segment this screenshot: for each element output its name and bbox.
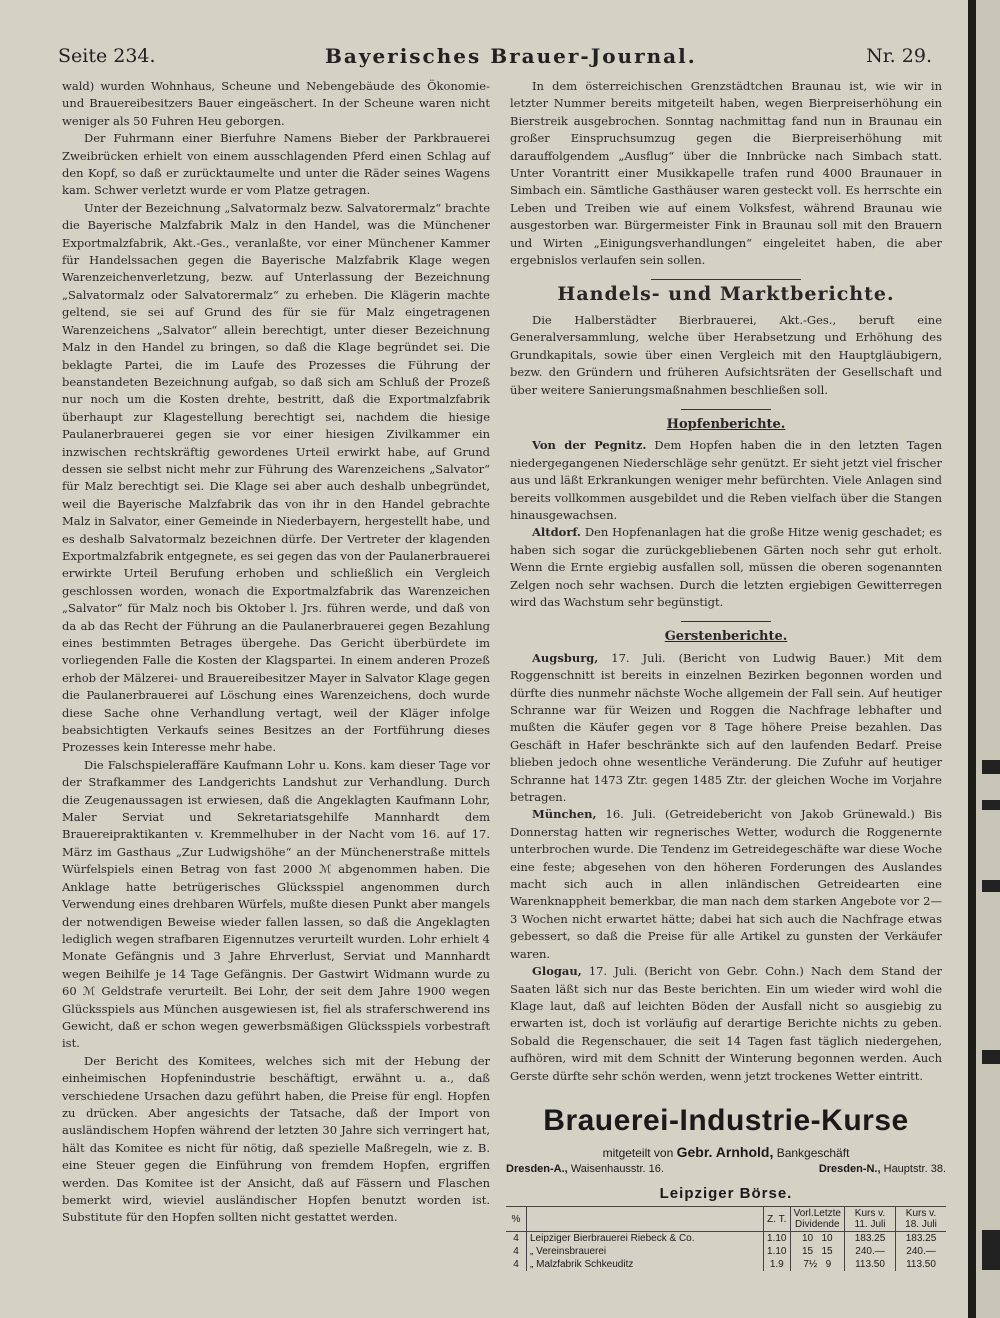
city: Dresden-N.,: [818, 1163, 881, 1175]
cell: [790, 1245, 844, 1258]
divider: [681, 621, 771, 622]
divider: [651, 279, 801, 280]
ad-address-line: [506, 1163, 946, 1175]
cell: 1.10: [764, 1232, 791, 1246]
edge-mark: [982, 1230, 1000, 1270]
cell: Leipziger Bierbrauerei Riebeck & Co.: [527, 1232, 764, 1246]
cell-letzte: 10: [821, 1233, 833, 1244]
next-page-strip: [976, 0, 1000, 1318]
report-item: [510, 437, 942, 524]
street: Waisenhausstr. 16.: [570, 1163, 664, 1175]
cell: 183.25: [896, 1232, 947, 1246]
cell: 183.25: [845, 1232, 896, 1246]
journal-title: Bayerisches Brauer-Journal.: [324, 44, 697, 68]
report-place: Altdorf.: [532, 525, 581, 540]
report-item: [510, 650, 942, 807]
kurse-table: [506, 1206, 946, 1271]
paragraph: In dem österreichischen Grenzstädtchen Braunau ist, wie wir in letzter Nummer bereits mitgeteilt haben, wegen Bierpreiserhöhung ein Bierstreik ausgebrochen. Sonntag nachmittag fand nun in Braunau ein großer Einspruchsumzug gegen die Bierpreiserhöhung mit darauffolgendem „Ausflug“ über die Innbrücke nach Simbach statt. Unter Vorantritt einer Musikkapelle trafen rund 4000 Braunauer in Simbach ein. Sämtliche Gasthäuser waren gesteckt voll. Es herrschte ein Leben und Treiben wie auf einem Volksfest, während Braunau wie ausgestorben war. Bürgermeister Fink in Braunau soll mit den Brauern und Wirten „Einigungsverhandlungen“ eingeleitet haben, die aber ergebnislos verlaufen sein sollen.: [510, 79, 942, 268]
cell: 113.50: [845, 1258, 896, 1271]
paragraph: wald) wurden Wohnhaus, Scheune und Nebengebäude des Ökonomie- und Brauereibesitzers Bauer eingeäschert. In der Scheune waren nicht weniger als 50 Fuhren Heu geborgen.: [62, 79, 490, 128]
page-header: [58, 40, 932, 72]
ad-mitgeteilt: mitgeteilt von: [602, 1146, 674, 1160]
cell: 4: [513, 1246, 519, 1257]
cell-vorl: 15: [801, 1246, 814, 1257]
edge-mark: [982, 800, 1000, 810]
report-text: Den Hopfenanlagen hat die große Hitze wenig geschadet; es haben sich sogar die zurückgebliebenen Gärten noch sehr gut erholt. Wenn die Ernte ergiebig ausfallen soll, müssen die oberen sogenannten Zelgen noch sehr wachsen. Durch die letzten ergiebigen Gewitterregen wird das Wachstum sehr begünstigt.: [510, 525, 942, 609]
col-dividende: [790, 1207, 844, 1232]
cell: 1.9: [764, 1258, 791, 1271]
advertisement-kurse: [506, 1104, 946, 1314]
col-letzte: Letzte: [813, 1208, 841, 1219]
ad-firm: Gebr. Arnhold,: [676, 1144, 774, 1160]
edge-mark: [982, 1050, 1000, 1064]
section-heading-handel: Handels- und Marktberichte.: [557, 283, 895, 306]
cell: 240.—: [896, 1245, 947, 1258]
city: Dresden-A.,: [506, 1163, 568, 1175]
edge-mark: [982, 880, 1000, 892]
edge-mark: [982, 760, 1000, 774]
cell: 240.—: [845, 1245, 896, 1258]
table-row: [506, 1258, 946, 1271]
table-row: [506, 1245, 946, 1258]
ad-title: Brauerei-Industrie-Kurse: [543, 1104, 909, 1137]
report-place: Augsburg,: [532, 650, 599, 665]
col-kurs-11: Kurs v. 11. Juli: [845, 1207, 896, 1232]
table-row: [506, 1232, 946, 1246]
report-item: [510, 524, 942, 611]
paragraph: Unter der Bezeichnung „Salvatormalz bezw. Salvatorermalz“ brachte die Bayerische Malzfabrik Malz in den Handel, was die Münchener Exportmalzfabrik, Akt.-Ges., veranlaßte, vor einer Münchener Kammer für Handelssachen gegen die Bayerische Malzfabrik Klage wegen Warenzeichenverletzung, bezw. auf Unterlassung der Bezeichnung „Salvatormalz oder Salvatorermalz“ zu erheben. Die Klägerin machte geltend, sie sei auf Grund des für sie für Malz eingetragenen Warenzeichens „Salvator“ allein berechtigt, unter dieser Bezeichnung Malz in den Handel zu bringen, so daß die Klage begründet sei. Die beklagte Partei, die im Laufe des Prozesses die Führung der beanstandeten Bezeichnung aufgab, so daß sich am Schluß der Prozeß nur noch um die Kosten drehte, bestritt, daß die Exportmalzfabrik überhaupt zur Klagestellung berechtigt sei, nachdem die hiesige Paulanerbrauerei gegen sie vor einer hiesigen Zivilkammer ein inzwischen rechtskräftig gewordenes Urteil erwirkt habe, auf Grund dessen sie selbst nicht mehr zur Führung des Warenzeichens „Salvator“ für Malz berechtigt sei. Die Klage sei aber auch deshalb unbegründet, weil die Bayerische Malzfabrik das von ihr in den Handel gebrachte Malz in Salvator, einer Gemeinde in Niederbayern, hergestellt habe, und es deshalb Salvatormalz bezeichnen dürfe. Der Vertreter der klagenden Exportmalzfabrik entgegnete, es sei gegen das von der Paulanerbrauerei erwirkte Urteil Berufung erhoben und schließlich ein Vergleich geschlossen worden, wonach die Exportmalzfabrik das Warenzeichen „Salvator“ für Malz noch bis Oktober l. Jrs. führen werde, und daß von da ab das Recht der Führung an die Paulanerbrauerei gegen Bezahlung eines bestimmten Betrages übergehe. Das Gericht überbürdete im vorliegenden Falle die Kosten der Klagspartei. In einem anderen Prozeß erhob der Mälzerei- und Brauereibesitzer Mayer in Salvator Klage gegen die Paulanerbrauerei auf Löschung eines Warenzeichens, doch wurde diese Sache ohne Verhandlung vertagt, weil der Kläger infolge beabsichtigten Verkaufs seines Besitzes an der Fortführung dieses Prozesses kein Interesse mehr habe.: [62, 200, 490, 755]
cell: [790, 1258, 844, 1271]
ad-firm-line: [506, 1144, 946, 1160]
cell: 1.10: [764, 1245, 791, 1258]
report-place: Glogau,: [532, 964, 582, 979]
cell-vorl: 7½: [803, 1259, 818, 1270]
col-vorl: Vorl.: [793, 1208, 814, 1219]
paragraph: Der Fuhrmann einer Bierfuhre Namens Bieber der Parkbrauerei Zweibrücken erhielt von einem ausschlagenden Pferd einen Schlag auf den Kopf, so daß er zurücktaumelte und unter die Räder seines Wagens kam. Schwer verletzt wurde er vom Platze getragen.: [62, 131, 490, 198]
divider: [681, 409, 771, 410]
section-heading-gersten: Gerstenberichte.: [664, 629, 788, 645]
report-item: [510, 963, 942, 1085]
cell-vorl: 10: [801, 1233, 814, 1244]
cell: 4: [513, 1259, 519, 1270]
cell: [790, 1232, 844, 1246]
table-header-row: [506, 1207, 946, 1232]
scan-edge: [968, 0, 1000, 1318]
col-zt: Z. T.: [764, 1207, 791, 1232]
cell-letzte: 9: [825, 1259, 832, 1270]
ad-address-left: [506, 1163, 664, 1175]
cell-letzte: 15: [821, 1246, 833, 1257]
paragraph: Die Falschspieleraffäre Kaufmann Lohr u. Kons. kam dieser Tage vor der Strafkammer des Landgerichts Landshut zur Verhandlung. Durch die Zeugenaussagen ist erwiesen, daß die Angeklagten Kaufmann Lohr, Maler Serviat und Sekretariatsgehilfe Mannhardt dem Brauereipraktikanten v. Kremmelhuber in der Nacht vom 16. auf 17. März im Gasthaus „Zur Ludwigshöhe“ an der Münchenerstraße mittels Würfelspiels einen Betrag von fast 2000 ℳ abgenommen haben. Die Anklage hatte betrügerisches Glücksspiel angenommen durch Verwendung eines drehbaren Würfels, mußte diesen Punkt aber mangels der notwendigen Beweise wieder fallen lassen, so daß die Angeklagten lediglich wegen strafbaren Eigennutzes verurteilt wurden. Lohr erhielt 4 Monate Gefängnis und 3 Jahre Ehrverlust, Serviat und Mannhardt wegen Beihilfe je 14 Tage Gefängnis. Der Gastwirt Widmann wurde zu 60 ℳ Geldstrafe verurteilt. Bei Lohr, der seit dem Jahre 1900 wegen Glücksspiels aus München ausgewiesen ist, fiel als straferschwerend ins Gewicht, daß er schon wegen gewerbsmäßigen Glücksspiels vorbestraft ist.: [62, 757, 490, 1051]
report-text: Dem Hopfen haben die in den letzten Tagen niedergegangenen Niederschläge sehr genützt. Er sieht jetzt viel frischer aus und läßt Erkrankungen weniger mehr befürchten. Viele Anlagen sind bereits vollkommen ausgebildet und die Reben vielfach über die Stangen hinausgewachsen.: [510, 438, 942, 522]
issue-number: Nr. 29.: [866, 45, 932, 67]
right-column: [510, 78, 942, 1085]
paragraph: Der Bericht des Komitees, welches sich mit der Hebung der einheimischen Hopfenindustrie beschäftigt, erwähnt u. a., daß verschiedene Ursachen dazu geführt haben, die Preise für engl. Hopfen zu drücken. Aber angesichts der Tatsache, daß der Import von ausländischem Hopfen während der letzten 30 Jahre sich verringert hat, hält das Komitee es nicht für nötig, daß spezielle Maßregeln, wie z. B. eine Steuer gegen die Einführung von fremdem Hopfen, ergriffen werden. Das Komitee ist der Ansicht, daß auf Fässern und Flaschen bemerkt wird, wieviel ausländischer Hopfen benutzt worden ist. Substitute für den Hopfen sollten nicht gestattet werden.: [62, 1053, 490, 1225]
col-kurs-18: Kurs v. 18. Juli: [896, 1207, 947, 1232]
report-place: München,: [532, 807, 597, 822]
paragraph: Die Halberstädter Bierbrauerei, Akt.-Ges., beruft eine Generalversammlung, welche über Herabsetzung und Erhöhung des Grundkapitals, sowie über einen Vergleich mit den Hauptgläubigern, bezw. den Gründern und früheren Aufsichtsräten der Gesellschaft und über weitere Sanierungsmaßnahmen beschließen soll.: [510, 312, 942, 397]
boerse-heading: Leipziger Börse.: [659, 1185, 793, 1202]
col-name: [527, 1207, 764, 1232]
cell: „ Malzfabrik Schkeuditz: [527, 1258, 764, 1271]
ad-firm-type: Bankgeschäft: [776, 1146, 850, 1160]
cell: „ Vereinsbrauerei: [527, 1245, 764, 1258]
ad-address-right: [819, 1163, 946, 1175]
cell: 4: [513, 1233, 519, 1244]
report-text: 17. Juli. (Bericht von Gebr. Cohn.) Nach dem Stand der Saaten läßt sich nur das Beste berichten. Ein um wieder wird wohl die Klage laut, daß auf leichten Böden der Ausfall nicht so ausgiebig zu erwarten ist, doch ist vorläufig auf derartige Berichte nichts zu geben. Sobald die Regenschauer, die seit 14 Tagen fast täglich niedergehen, aufhören, wird mit dem Schnitt der Winterung begonnen werden. Auch Gerste dürfte sehr schön werden, wenn jetzt trockenes Wetter eintritt.: [510, 964, 942, 1083]
street: Hauptstr. 38.: [883, 1163, 946, 1175]
col-percent: %: [506, 1207, 527, 1232]
dividende-label: Dividende: [795, 1219, 840, 1230]
report-place: Von der Pegnitz.: [532, 438, 647, 453]
report-text: 17. Juli. (Bericht von Ludwig Bauer.) Mit dem Roggenschnitt ist bereits in einzelnen Bezirken begonnen worden und dürfte dies nunmehr nächste Woche allgemein der Fall sein. Auf heutiger Schranne war für Weizen und Roggen die Nachfrage lebhafter und mußten die Käufer gegen vor 8 Tage höhere Preise bezahlen. Das Geschäft in Hafer beschränkte sich auf den laufenden Bedarf. Preise blieben jedoch ohne wesentliche Veränderung. Die Zufuhr auf heutiger Schranne hat 1473 Ztr. gegen 1485 Ztr. der gleichen Woche im Vorjahre betragen.: [510, 650, 942, 805]
page-number: Seite 234.: [58, 45, 156, 67]
left-column: [62, 78, 490, 1227]
report-item: [510, 806, 942, 963]
report-text: 16. Juli. (Getreidebericht von Jakob Grünewald.) Bis Donnerstag hatten wir regnerisches Wetter, wodurch die Roggenernte unterbrochen wurde. Die Tendenz im Getreidegeschäfte war diese Woche eine feste; abgesehen von den höheren Forderungen des Auslandes macht sich auch in allen inländischen Getreidearten eine Warenknappheit bemerkbar, die man nach dem starken Angebote vor 2—3 Wochen nicht erwartet hätte; dabei hat sich auch die Nachfrage etwas gebessert, so daß die Preise für alle Artikel zu gunsten der Verkäufer waren.: [510, 807, 942, 961]
cell: 113.50: [896, 1258, 947, 1271]
section-heading-hopfen: Hopfenberichte.: [666, 416, 786, 432]
